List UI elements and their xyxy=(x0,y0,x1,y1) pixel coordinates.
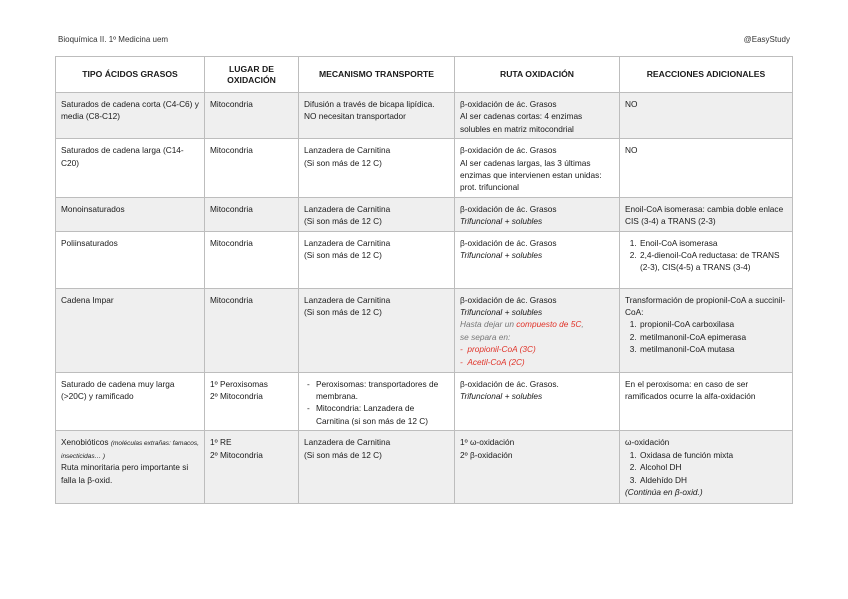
cell-lugar: Mitocondria xyxy=(205,93,299,139)
cell-ruta xyxy=(455,93,620,139)
cell-line: (Si son más de 12 C) xyxy=(304,449,382,460)
cell-line: 2º Mitocondria xyxy=(210,449,263,460)
cell-mecanismo xyxy=(299,93,455,139)
cell-line: β-oxidación de ác. Grasos. xyxy=(460,378,559,389)
ruta-compuesto: compuesto de 5C xyxy=(516,319,582,330)
cell-line: Lanzadera de Carnitina xyxy=(304,145,391,156)
col-header-tipo: TIPO ÁCIDOS GRASOS xyxy=(56,57,205,93)
ruta-prod1: propionil-CoA (3C) xyxy=(467,344,536,355)
cell-tipo: Saturado de cadena muy larga (>20C) y ramificado xyxy=(56,372,205,431)
cell-line: NO necesitan transportador xyxy=(304,111,406,122)
list-item: 1. Oxidasa de función mixta xyxy=(639,449,787,461)
cell-lugar: Mitocondria xyxy=(205,288,299,372)
cell-reacciones xyxy=(620,431,793,504)
cell-line: (Si son más de 12 C) xyxy=(304,307,382,318)
cell-line: Trifuncional + solubles xyxy=(460,391,543,402)
cell-tipo: Monoinsaturados xyxy=(56,197,205,231)
cell-tipo xyxy=(56,431,205,504)
cell-line: Trifuncional + solubles xyxy=(460,307,543,318)
reaction-list xyxy=(625,318,787,355)
cell-line: Al ser cadenas largas, las 3 últimas enzimas que intervienen estan unidas: prot. trifuncional xyxy=(460,157,602,193)
cell-ruta xyxy=(455,288,620,372)
ruta-prod2: Acetil-CoA (2C) xyxy=(467,356,525,367)
table-row xyxy=(56,288,793,372)
cell-mecanismo xyxy=(299,372,455,431)
table-row xyxy=(56,93,793,139)
col-header-lugar: LUGAR DE OXIDACIÓN xyxy=(205,57,299,93)
cell-line: β-oxidación de ác. Grasos xyxy=(460,294,557,305)
list-item: 1. Enoil-CoA isomerasa xyxy=(639,237,787,249)
cell-line: Transformación de propionil-CoA a succinil-CoA: xyxy=(625,294,786,318)
cell-reacciones: En el peroxisoma: en caso de ser ramificados ocurre la alfa-oxidación xyxy=(620,372,793,431)
cell-line: - Acetil-CoA (2C) xyxy=(460,356,525,367)
list-item: - Peroxisomas: transportadores de membrana. xyxy=(316,378,449,403)
cell-line: (Si son más de 12 C) xyxy=(304,250,382,261)
cell-mecanismo xyxy=(299,231,455,288)
cell-mecanismo xyxy=(299,197,455,231)
cell-ruta xyxy=(455,431,620,504)
cell-line: 1º RE xyxy=(210,437,232,448)
cell-lugar: Mitocondria xyxy=(205,231,299,288)
tipo-note: (moléculas extrañas: famacos, insecticidas… ) xyxy=(61,440,199,460)
cell-line: β-oxidación de ác. Grasos xyxy=(460,203,557,214)
cell-line: Hasta dejar un compuesto de 5C, xyxy=(460,319,584,330)
table-row xyxy=(56,197,793,231)
cell-line: 1º Peroxisomas xyxy=(210,378,268,389)
cell-ruta xyxy=(455,231,620,288)
list-item: 2. Alcohol DH xyxy=(639,461,787,473)
cell-line: β-oxidación de ác. Grasos xyxy=(460,99,557,109)
cell-ruta xyxy=(455,139,620,198)
cell-line: β-oxidación de ác. Grasos xyxy=(460,237,557,248)
ruta-hasta: Hasta dejar un xyxy=(460,319,517,330)
cell-line: 1º ω-oxidación xyxy=(460,437,515,448)
cell-ruta xyxy=(455,197,620,231)
cell-line: Lanzadera de Carnitina xyxy=(304,294,391,305)
cell-line: - propionil-CoA (3C) xyxy=(460,344,536,355)
table-row xyxy=(56,139,793,198)
col-header-ruta: RUTA OXIDACIÓN xyxy=(455,57,620,93)
cell-line: Difusión a través de bicapa lipídica. xyxy=(304,99,435,109)
cell-reacciones: NO xyxy=(620,139,793,198)
list-item: 2. 2,4-dienoil-CoA reductasa: de TRANS (2-3), CIS(4-5) a TRANS (3-4) xyxy=(639,249,787,274)
reaction-list xyxy=(625,237,787,274)
cell-line: se separa en: xyxy=(460,331,511,342)
tipo-extra: Ruta minoritaria pero importante si falla la β-oxid. xyxy=(61,462,189,485)
reaction-list xyxy=(625,449,787,486)
cell-line: Lanzadera de Carnitina xyxy=(304,237,391,248)
table-row xyxy=(56,372,793,431)
transport-list xyxy=(304,378,449,428)
cell-mecanismo xyxy=(299,431,455,504)
cell-lugar xyxy=(205,431,299,504)
list-item: 1. propionil-CoA carboxilasa xyxy=(639,318,787,330)
cell-line: β-oxidación de ác. Grasos xyxy=(460,145,557,156)
table-row xyxy=(56,431,793,504)
cell-mecanismo xyxy=(299,288,455,372)
cell-reacciones: Enoil-CoA isomerasa: cambia doble enlace CIS (3-4) a TRANS (2-3) xyxy=(620,197,793,231)
cell-line: Trifuncional + solubles xyxy=(460,250,543,261)
header-right: @EasyStudy xyxy=(743,35,790,44)
cell-tipo: Poliinsaturados xyxy=(56,231,205,288)
fatty-acid-table xyxy=(55,56,793,504)
header-left: Bioquímica II. 1º Medicina uem xyxy=(58,35,169,44)
tipo-name: Xenobióticos xyxy=(61,437,109,448)
table-row xyxy=(56,231,793,288)
cell-line: Lanzadera de Carnitina xyxy=(304,203,391,214)
cell-reacciones xyxy=(620,288,793,372)
cell-line: Trifuncional + solubles xyxy=(460,216,543,227)
cell-lugar: Mitocondria xyxy=(205,139,299,198)
cell-mecanismo xyxy=(299,139,455,198)
cell-line: Lanzadera de Carnitina xyxy=(304,437,391,448)
cell-lugar xyxy=(205,372,299,431)
cell-line: 2º Mitocondria xyxy=(210,391,263,402)
cell-note: (Continúa en β-oxid.) xyxy=(625,486,703,497)
list-item: 3. metilmanonil-CoA mutasa xyxy=(639,343,787,355)
cell-lugar: Mitocondria xyxy=(205,197,299,231)
list-item: - Mitocondria: Lanzadera de Carnitina (si son más de 12 C) xyxy=(316,402,449,427)
cell-tipo: Cadena Impar xyxy=(56,288,205,372)
cell-line: ω-oxidación xyxy=(625,437,670,448)
table-header-row xyxy=(56,57,793,93)
list-item: 3. Aldehído DH xyxy=(639,474,787,486)
cell-reacciones: NO xyxy=(620,93,793,139)
cell-reacciones xyxy=(620,231,793,288)
cell-line: 2º β-oxidación xyxy=(460,449,513,460)
col-header-mecanismo: MECANISMO TRANSPORTE xyxy=(299,57,455,93)
cell-tipo: Saturados de cadena corta (C4-C6) y media (C8-C12) xyxy=(56,93,205,139)
cell-line: (Si son más de 12 C) xyxy=(304,216,382,227)
cell-tipo: Saturados de cadena larga (C14-C20) xyxy=(56,139,205,198)
cell-ruta xyxy=(455,372,620,431)
cell-line: Al ser cadenas cortas: 4 enzimas solubles en matriz mitocondrial xyxy=(460,111,583,134)
cell-line: (Si son más de 12 C) xyxy=(304,157,382,168)
list-item: 2. metilmanonil-CoA epimerasa xyxy=(639,331,787,343)
col-header-reacciones: REACCIONES ADICIONALES xyxy=(620,57,793,93)
